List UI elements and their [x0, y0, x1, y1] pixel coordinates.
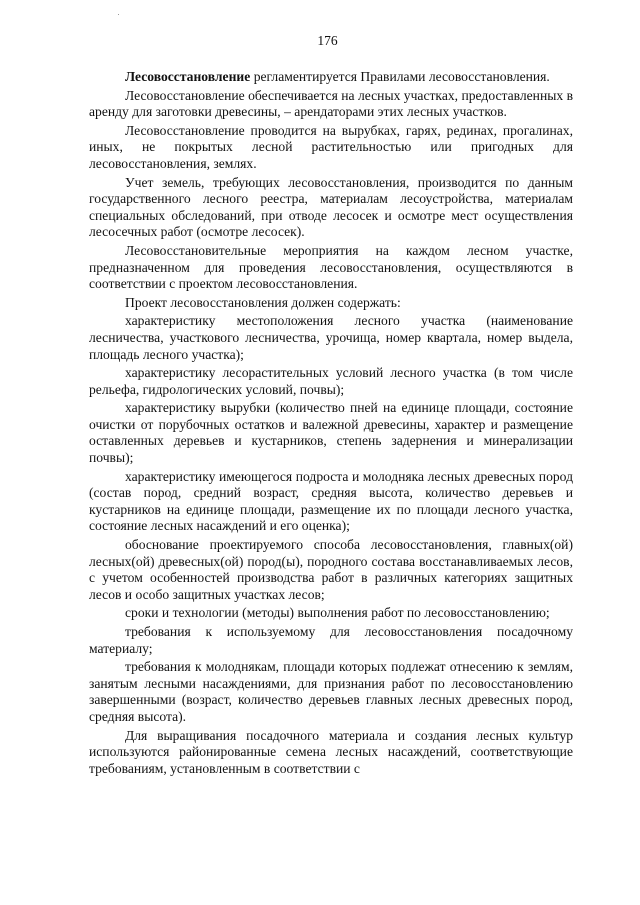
list-item: обоснование проектируемого способа лесовосстановления, главных(ой) лесных(ой) древесных(ой) пород(ы), породного состава восстанавливаемых лесов, с учетом особенностей производства работ в различных категориях защитных лесов и особо защитных участках лесов; — [89, 537, 573, 602]
list-item: характеристику вырубки (количество пней на единице площади, состояние очистки от порубочных остатков и валежной древесины, характер и размещение оставленных деревьев и кустарников, степень задернения и минерализации почвы); — [89, 400, 573, 466]
body-text — [89, 69, 573, 777]
paragraph: Проект лесовосстановления должен содержать: — [125, 294, 401, 310]
paragraph: Учет земель, требующих лесовосстановления, производится по данным государственного лесного реестра, материалам лесоустройства, материалам специальных обследований, при отводе лесосек и осмотре мест осуществления лесосечных работ (осмотре лесосек). — [89, 174, 573, 240]
list-item: сроки и технологии (методы) выполнения работ по лесовосстановлению; — [125, 605, 550, 621]
list-item: характеристику имеющегося подроста и молодняка лесных древесных пород (состав пород, средний возраст, средняя высота, количество деревьев и кустарников на единице площади, размещение их по площади лесного участка, состояние лесных насаждений и его оценка); — [89, 468, 573, 534]
list-item: характеристику лесорастительных условий лесного участка (в том числе рельефа, гидрологических условий, почвы); — [89, 365, 573, 397]
paragraph: Лесовосстановление обеспечивается на лесных участках, предоставленных в аренду для заготовки древесины, – арендаторами этих лесных участков. — [89, 87, 573, 120]
list-item: требования к молоднякам, площади которых подлежат отнесению к землям, занятым лесными насаждениями, для признания работ по лесовосстановлению завершенными (возраст, количество деревьев главных лесных древесных пород, средняя высота). — [89, 659, 573, 724]
lead-term: Лесовосстановление — [125, 69, 251, 84]
paragraph: Для выращивания посадочного материала и создания лесных культур используются районированные семена лесных насаждений, соответствующие требованиям, установленным в соответствии с — [89, 727, 573, 776]
paragraph-text: регламентируется Правилами лесовосстановления. — [250, 69, 550, 84]
paragraph: Лесовосстановительные мероприятия на каждом лесном участке, предназначенном для проведения лесовосстановления, осуществляются в соответствии с проектом лесовосстановления. — [89, 242, 573, 292]
paragraph — [89, 69, 573, 86]
paragraph: Лесовосстановление проводится на вырубках, гарях, рединах, прогалинах, иных, не покрытых лесной растительностью или пригодных для лесовосстановления, землях. — [89, 122, 573, 171]
list-item: требования к используемому для лесовосстановления посадочному материалу; — [89, 624, 573, 656]
scan-artifact — [118, 14, 119, 15]
list-item: характеристику местоположения лесного участка (наименование лесничества, участкового лесничества, урочища, номер квартала, номер выдела, площадь лесного участка); — [89, 313, 573, 362]
page-number: 176 — [317, 33, 338, 48]
